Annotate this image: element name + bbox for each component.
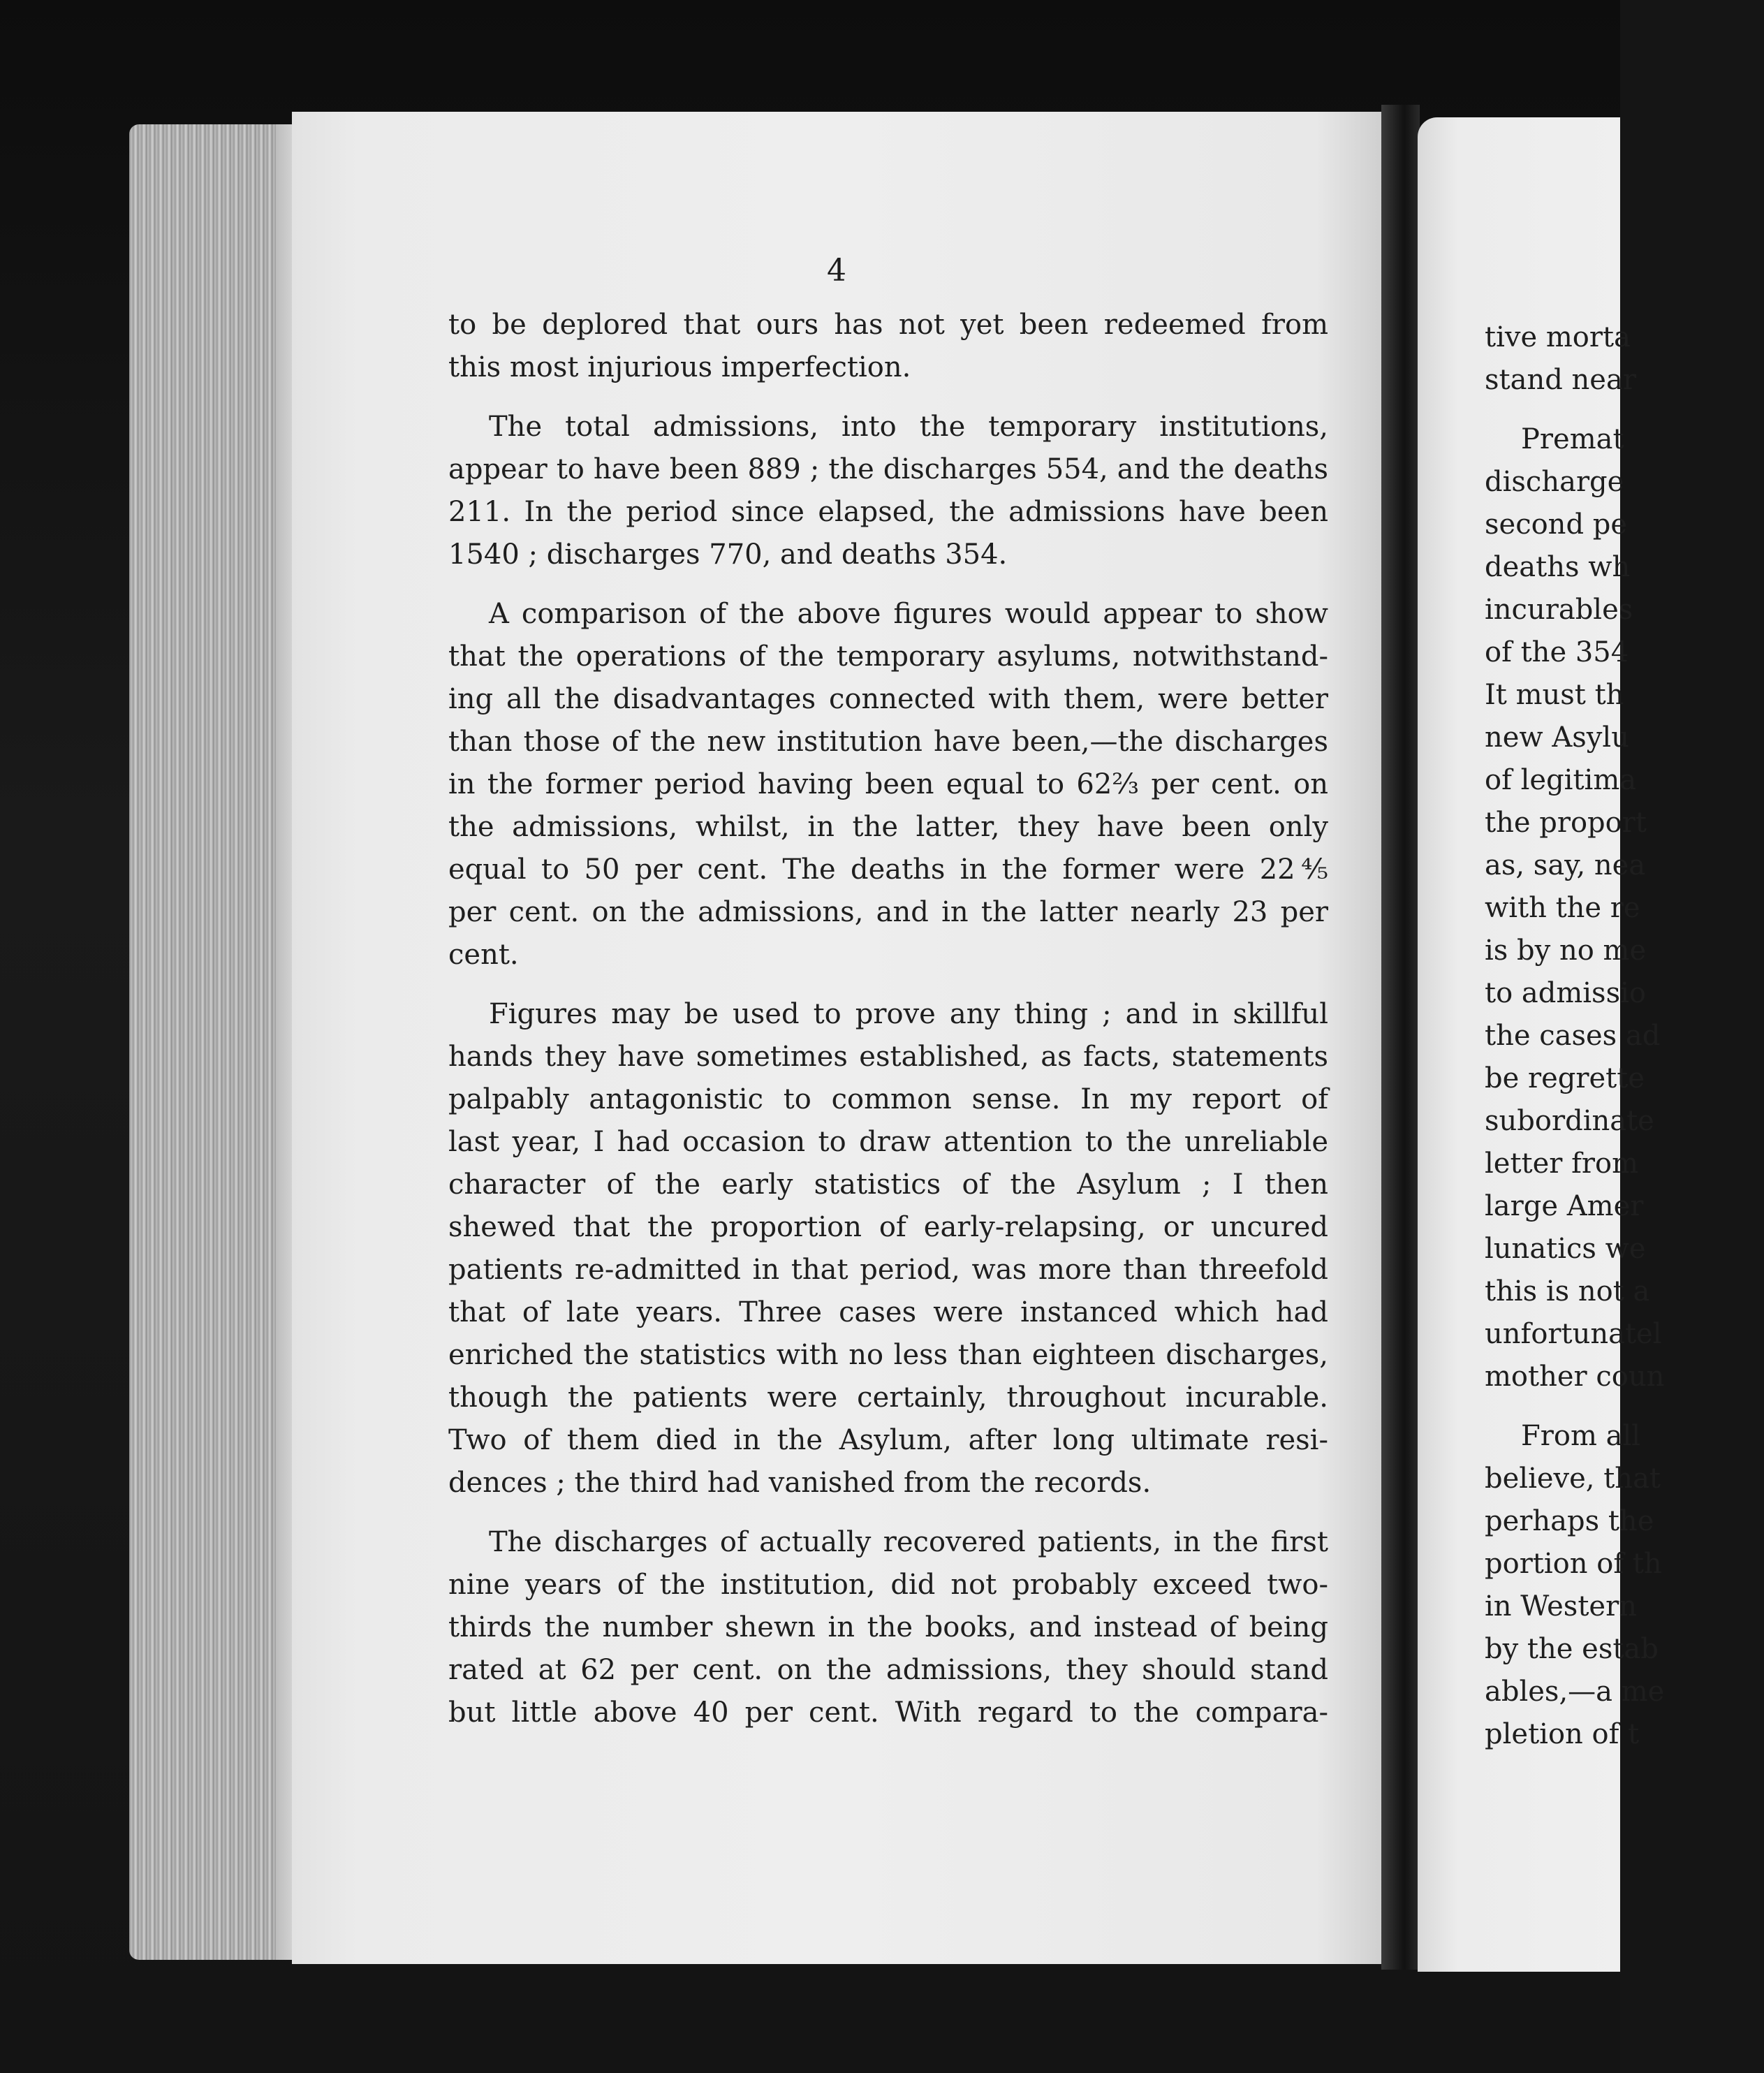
text-line: subordinate <box>1485 1105 1654 1137</box>
text-line: the admissions, whilst, in the latter, they have been only <box>448 811 1328 843</box>
paragraph <box>448 993 1328 1504</box>
text-line: per cent. on the admissions, and in the latter nearly 23 per <box>448 896 1328 928</box>
paragraph-gap <box>1485 1398 1764 1415</box>
text-line: last year, I had occasion to draw attention to the unreliable <box>448 1126 1328 1158</box>
text-line: 211. In the period since elapsed, the admissions have been <box>448 496 1328 528</box>
paragraph-gap <box>448 389 1328 406</box>
text-line: as, say, nea <box>1485 849 1646 881</box>
text-line: thirds the number shewn in the books, and instead of being <box>448 1611 1328 1643</box>
text-line: Figures may be used to prove any thing ; and in skillful <box>489 998 1328 1030</box>
text-line: It must th <box>1485 679 1624 711</box>
text-line: in Western <box>1485 1590 1637 1622</box>
page-number: 4 <box>827 253 846 288</box>
text-line: the proport <box>1485 807 1647 839</box>
text-line: nine years of the institution, did not probably exceed two- <box>448 1569 1328 1601</box>
text-line: hands they have sometimes established, as facts, statements <box>448 1041 1328 1073</box>
text-line: be regrette <box>1485 1062 1645 1094</box>
text-line: Premat <box>1521 423 1624 455</box>
text-line: this is not a <box>1485 1275 1650 1307</box>
text-line: enriched the statistics with no less than eighteen discharges, <box>448 1339 1328 1371</box>
paragraph <box>448 1521 1328 1734</box>
text-line: of legitima <box>1485 764 1637 796</box>
text-line: The discharges of actually recovered patients, in the first <box>489 1526 1328 1558</box>
book-page-stack <box>129 124 293 1960</box>
text-line: believe, that <box>1485 1463 1661 1495</box>
text-line: of the 354 <box>1485 636 1629 668</box>
text-line: dences ; the third had vanished from the records. <box>448 1467 1152 1499</box>
text-line: palpably antagonistic to common sense. In my report of <box>448 1083 1328 1115</box>
text-line: unfortunatel <box>1485 1318 1662 1350</box>
text-line: mother coun <box>1485 1361 1665 1393</box>
text-line: letter from <box>1485 1148 1639 1180</box>
text-line: tive morta <box>1485 321 1631 353</box>
text-line: with the re <box>1485 892 1640 924</box>
text-line: deaths wh <box>1485 551 1631 583</box>
text-line: large Amer <box>1485 1190 1644 1222</box>
text-line: than those of the new institution have been,—the discharges <box>448 726 1328 758</box>
text-line: patients re-admitted in that period, was more than threefold <box>448 1254 1328 1286</box>
text-line: that the operations of the temporary asylums, notwithstand- <box>448 640 1328 673</box>
text-line: by the estab <box>1485 1633 1659 1665</box>
text-line: though the patients were certainly, throughout incurable. <box>448 1382 1328 1414</box>
paragraph-gap <box>448 576 1328 593</box>
text-line: cent. <box>448 939 519 971</box>
paragraph-gap <box>448 976 1328 993</box>
text-line: incurables <box>1485 594 1633 626</box>
text-line: character of the early statistics of the Asylum ; I then <box>448 1169 1328 1201</box>
text-line: equal to 50 per cent. The deaths in the former were 22⅘ <box>448 854 1328 886</box>
text-line: in the former period having been equal to 62⅔ per cent. on <box>448 768 1328 800</box>
text-line: From all <box>1521 1420 1641 1452</box>
text-line: the cases ad <box>1485 1020 1661 1052</box>
text-line: Two of them died in the Asylum, after long ultimate resi- <box>448 1424 1328 1456</box>
text-line: lunatics we <box>1485 1233 1646 1265</box>
text-line: new Asylu <box>1485 721 1629 754</box>
paragraph <box>448 593 1328 976</box>
right-page-text <box>1485 316 1764 1756</box>
left-page-text <box>448 304 1328 1734</box>
text-line: The total admissions, into the temporary institutions, <box>489 411 1328 443</box>
text-line: is by no me <box>1485 935 1647 967</box>
text-line: stand near <box>1485 364 1636 396</box>
text-line: this most injurious imperfection. <box>448 351 911 383</box>
text-line: to admissio <box>1485 977 1646 1009</box>
book-gutter <box>1381 105 1420 1970</box>
text-line: shewed that the proportion of early-relapsing, or uncured <box>448 1211 1328 1243</box>
text-line: ables,—a me <box>1485 1676 1665 1708</box>
text-line: rated at 62 per cent. on the admissions, they should stand <box>448 1654 1328 1686</box>
paragraph-gap <box>1485 402 1764 418</box>
text-line: A comparison of the above figures would appear to show <box>489 598 1328 630</box>
text-line: second pe <box>1485 508 1628 541</box>
text-line: appear to have been 889 ; the discharges 554, and the deaths <box>448 453 1328 485</box>
text-line: discharge <box>1485 466 1624 498</box>
text-line: but little above 40 per cent. With regard to the compara- <box>448 1697 1328 1729</box>
text-line: to be deplored that ours has not yet been redeemed from <box>448 309 1328 341</box>
right-page <box>1418 117 1665 1972</box>
paragraph <box>448 304 1328 389</box>
text-line: portion of th <box>1485 1548 1662 1580</box>
paragraph-gap <box>448 1504 1328 1521</box>
text-line: pletion of t <box>1485 1718 1640 1750</box>
text-line: that of late years. Three cases were instanced which had <box>448 1296 1328 1328</box>
text-line: 1540 ; discharges 770, and deaths 354. <box>448 539 1008 571</box>
text-line: perhaps the <box>1485 1505 1654 1537</box>
paragraph <box>448 406 1328 576</box>
text-line: ing all the disadvantages connected with them, were better <box>448 683 1328 715</box>
